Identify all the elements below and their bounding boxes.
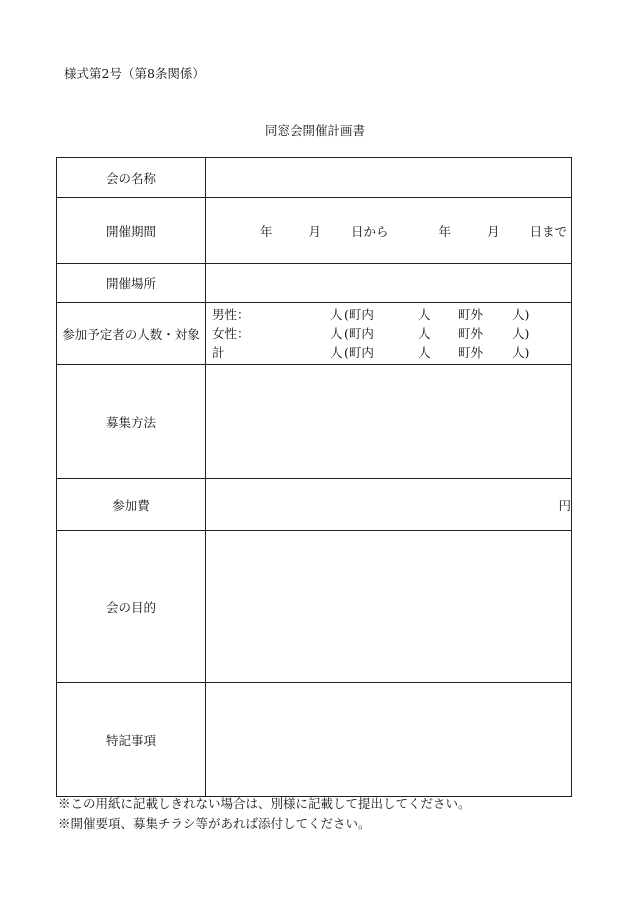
participants-unit: 人 (330, 326, 343, 341)
participants-unit: 人 (330, 307, 343, 322)
field-fee[interactable] (206, 479, 572, 531)
row-remarks (57, 683, 572, 797)
participants-out-town: 町外 (458, 326, 484, 341)
participants-type: 計 (212, 345, 225, 360)
participants-unit-2: 人 (418, 345, 431, 360)
label-venue: 開催場所 (57, 264, 206, 303)
note-1: ※この用紙に記載しきれない場合は、別様に記載して提出してください。 (58, 796, 471, 811)
label-recruit: 募集方法 (57, 365, 206, 479)
period-day-end: 日まで (529, 223, 568, 239)
participants-unit-2: 人 (418, 307, 431, 322)
participants-in-town: (町内 (344, 345, 374, 360)
row-fee (57, 479, 572, 531)
participants-male-line (212, 305, 565, 324)
period-month-start: 月 (308, 223, 322, 239)
note-2: ※開催要項、募集チラシ等があれば添付してください。 (58, 816, 371, 831)
period-year-start: 年 (260, 223, 273, 239)
participants-unit-2: 人 (418, 326, 431, 341)
row-participants (57, 303, 572, 365)
participants-in-town: (町内 (344, 307, 374, 322)
row-purpose (57, 531, 572, 683)
participants-in-town: (町内 (344, 326, 374, 341)
participants-end: 人) (512, 307, 530, 322)
field-participants[interactable] (206, 303, 572, 365)
label-remarks: 特記事項 (57, 683, 206, 797)
participants-type: 女性： (212, 326, 250, 341)
participants-out-town: 町外 (458, 345, 484, 360)
row-recruit (57, 365, 572, 479)
participants-type: 男性： (212, 307, 250, 322)
form-title: 同窓会開催計画書 (264, 123, 365, 138)
participants-total-line (212, 343, 565, 362)
label-fee: 参加費 (57, 479, 206, 531)
participants-end: 人) (512, 345, 530, 360)
period-year-end: 年 (438, 223, 452, 239)
period-month-end: 月 (487, 223, 500, 239)
form-id: 様式第2号（第8条関係） (64, 66, 205, 81)
field-remarks[interactable] (206, 683, 572, 797)
label-purpose: 会の目的 (57, 531, 206, 683)
label-period: 開催期間 (57, 198, 206, 264)
field-venue[interactable] (206, 264, 572, 303)
participants-unit: 人 (330, 345, 343, 360)
period-day-start: 日から (351, 223, 389, 239)
plan-form-table (56, 157, 572, 797)
fee-unit: 円 (558, 497, 571, 513)
label-name: 会の名称 (57, 158, 206, 198)
participants-out-town: 町外 (458, 307, 484, 322)
field-recruit[interactable] (206, 365, 572, 479)
row-period (57, 198, 572, 264)
field-purpose[interactable] (206, 531, 572, 683)
participants-female-line (212, 324, 565, 343)
row-venue (57, 264, 572, 303)
row-name (57, 158, 572, 198)
field-period[interactable] (206, 198, 572, 264)
field-name[interactable] (206, 158, 572, 198)
label-participants: 参加予定者の人数・対象 (57, 303, 206, 365)
participants-end: 人) (512, 326, 530, 341)
footnotes (58, 794, 471, 834)
